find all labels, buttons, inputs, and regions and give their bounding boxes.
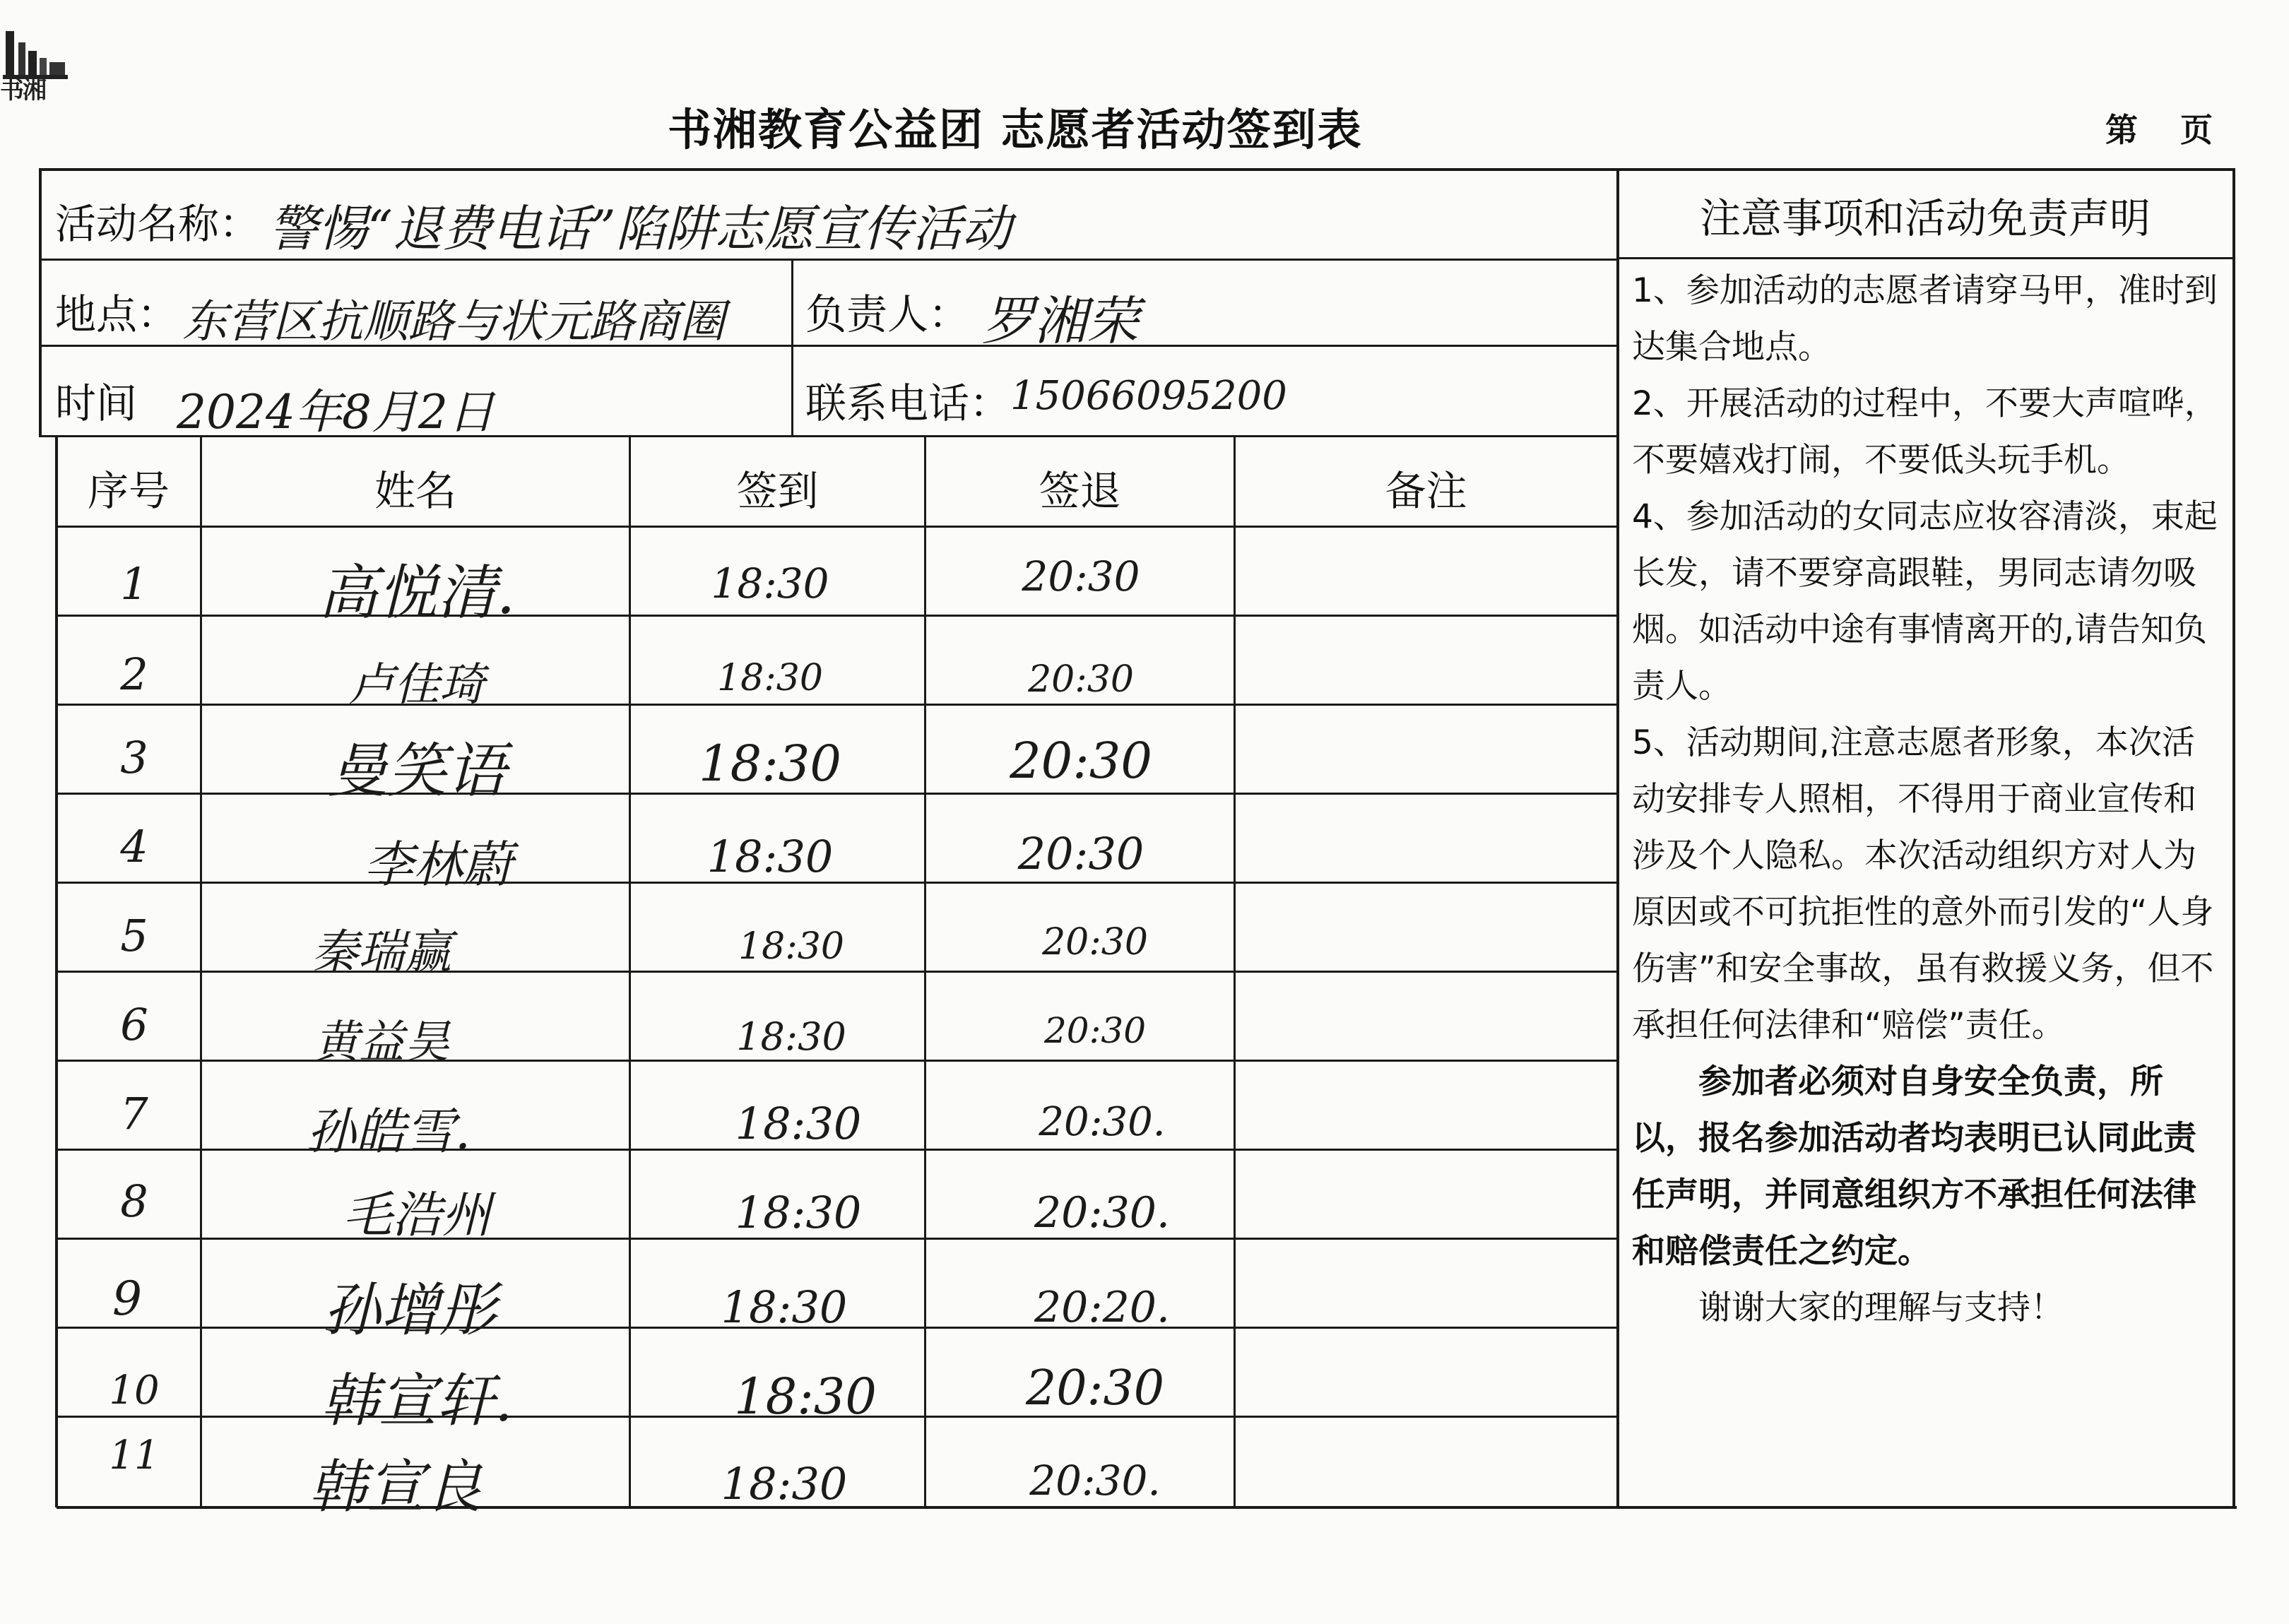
- row-number: 2: [120, 648, 148, 700]
- activity-name-label: 活动名称：: [55, 200, 261, 248]
- thanks-text: 谢谢大家的理解与支持！: [1698, 1288, 2064, 1327]
- header-name: 姓名: [374, 467, 456, 515]
- volunteer-name: 李林蔚: [364, 836, 512, 894]
- row-number: 4: [120, 821, 148, 872]
- sign-out-time: 20:30: [1010, 732, 1152, 790]
- row-number: 1: [120, 558, 148, 610]
- row-number: 7: [120, 1088, 148, 1139]
- volunteer-name: 韩宣轩.: [320, 1368, 514, 1435]
- page-title: 书湘教育公益团 志愿者活动签到表: [668, 104, 1363, 155]
- header-remarks: 备注: [1385, 467, 1467, 515]
- leader-label: 负责人：: [805, 290, 970, 338]
- sign-out-time: 20:30: [1028, 658, 1134, 701]
- notice-item: 5、活动期间,注意志愿者形象，本次活动安排专人照相，不得用于商业宣传和涉及个人隐私。本次活动组织方对人为原因或不可抗拒性的意外而引发的“人身伤害”和安全事故，虽有救援义务，但不承担任何法律和“赔偿”责任。: [1632, 723, 2214, 1045]
- sign-out-time: 20:30: [1017, 828, 1144, 879]
- volunteer-name: 孙增彤: [323, 1277, 497, 1344]
- volunteer-name: 毛浩州: [343, 1186, 491, 1244]
- sign-out-time: 20:20.: [1034, 1283, 1170, 1332]
- sign-in-time: 18:30: [717, 657, 823, 699]
- header-number: 序号: [87, 467, 170, 515]
- sign-out-time: 20:30: [1042, 921, 1148, 964]
- sign-out-time: 20:30.: [1029, 1457, 1161, 1505]
- sign-in-time: 18:30: [711, 559, 829, 607]
- sign-out-time: 20:30: [1022, 552, 1140, 600]
- volunteer-name: 高悦清.: [318, 558, 516, 627]
- time-value: 2024年8月2日: [177, 385, 495, 439]
- sign-in-time: 18:30: [699, 735, 841, 793]
- volunteer-name: 秦瑞赢: [312, 925, 451, 979]
- location-label: 地点：: [55, 290, 179, 338]
- notice-item: 2、开展活动的过程中，不要大声喧哗，不要嬉戏打闹，不要低头玩手机。: [1632, 384, 2218, 480]
- header-sign-in: 签到: [736, 467, 819, 515]
- header-sign-out: 签退: [1039, 467, 1121, 515]
- sign-out-time: 20:30.: [1039, 1099, 1166, 1145]
- sign-in-time: 18:30: [706, 831, 834, 882]
- time-label: 时间: [55, 379, 138, 427]
- sign-out-time: 20:30: [1026, 1361, 1164, 1416]
- sign-in-time: 18:30: [721, 1458, 848, 1510]
- row-number: 11: [109, 1433, 160, 1478]
- volunteer-name: 孙皓雪.: [306, 1103, 471, 1161]
- volunteer-name: 黄益昊: [314, 1017, 449, 1069]
- row-number: 3: [120, 732, 148, 783]
- sign-in-time: 18:30: [721, 1281, 848, 1333]
- sign-in-time: 18:30: [735, 1098, 862, 1149]
- row-number: 8: [120, 1175, 148, 1227]
- volunteer-name: 曼笑语: [327, 736, 506, 805]
- leader-value: 罗湘荣: [982, 291, 1139, 352]
- volunteer-name: 韩宣良: [309, 1454, 483, 1521]
- activity-name-value: 警惕“退费电话”陷阱志愿宣传活动: [268, 200, 1012, 258]
- volunteer-name: 卢佳琦: [349, 659, 485, 711]
- row-number: 5: [120, 910, 148, 961]
- sign-in-time: 18:30: [735, 1187, 862, 1238]
- sign-in-time: 18:30: [734, 1368, 877, 1426]
- notice-body: [1632, 263, 2225, 1336]
- notice-item: 4、参加活动的女同志应妆容清淡，束起长发，请不要穿高跟鞋，男同志请勿吸烟。如活动中途有事情离开的,请告知负责人。: [1632, 497, 2218, 706]
- page-label-suffix: 页: [2180, 111, 2213, 149]
- row-number: 10: [109, 1368, 160, 1413]
- page-label-prefix: 第: [2105, 111, 2138, 149]
- phone-label: 联系电话：: [805, 379, 1011, 427]
- sign-out-time: 20:30: [1043, 1010, 1147, 1051]
- location-value: 东营区抗顺路与状元路商圈: [182, 296, 725, 348]
- row-number: 6: [120, 999, 148, 1050]
- notice-heading: 注意事项和活动免责声明: [1699, 194, 2151, 242]
- sign-in-time: 18:30: [736, 1014, 846, 1059]
- sign-in-time: 18:30: [738, 925, 844, 968]
- logo-text: 书湘: [0, 76, 45, 105]
- phone-value: 15066095200: [1010, 373, 1287, 419]
- notice-item: 1、参加活动的志愿者请穿马甲，准时到达集合地点。: [1632, 271, 2218, 367]
- row-number: 9: [112, 1272, 142, 1326]
- sign-out-time: 20:30.: [1034, 1188, 1170, 1238]
- liability-statement: 参加者必须对自身安全负责，所以，报名参加活动者均表明已认同此责任声明，并同意组织方不承担任何法律和赔偿责任之约定。: [1632, 1062, 2196, 1271]
